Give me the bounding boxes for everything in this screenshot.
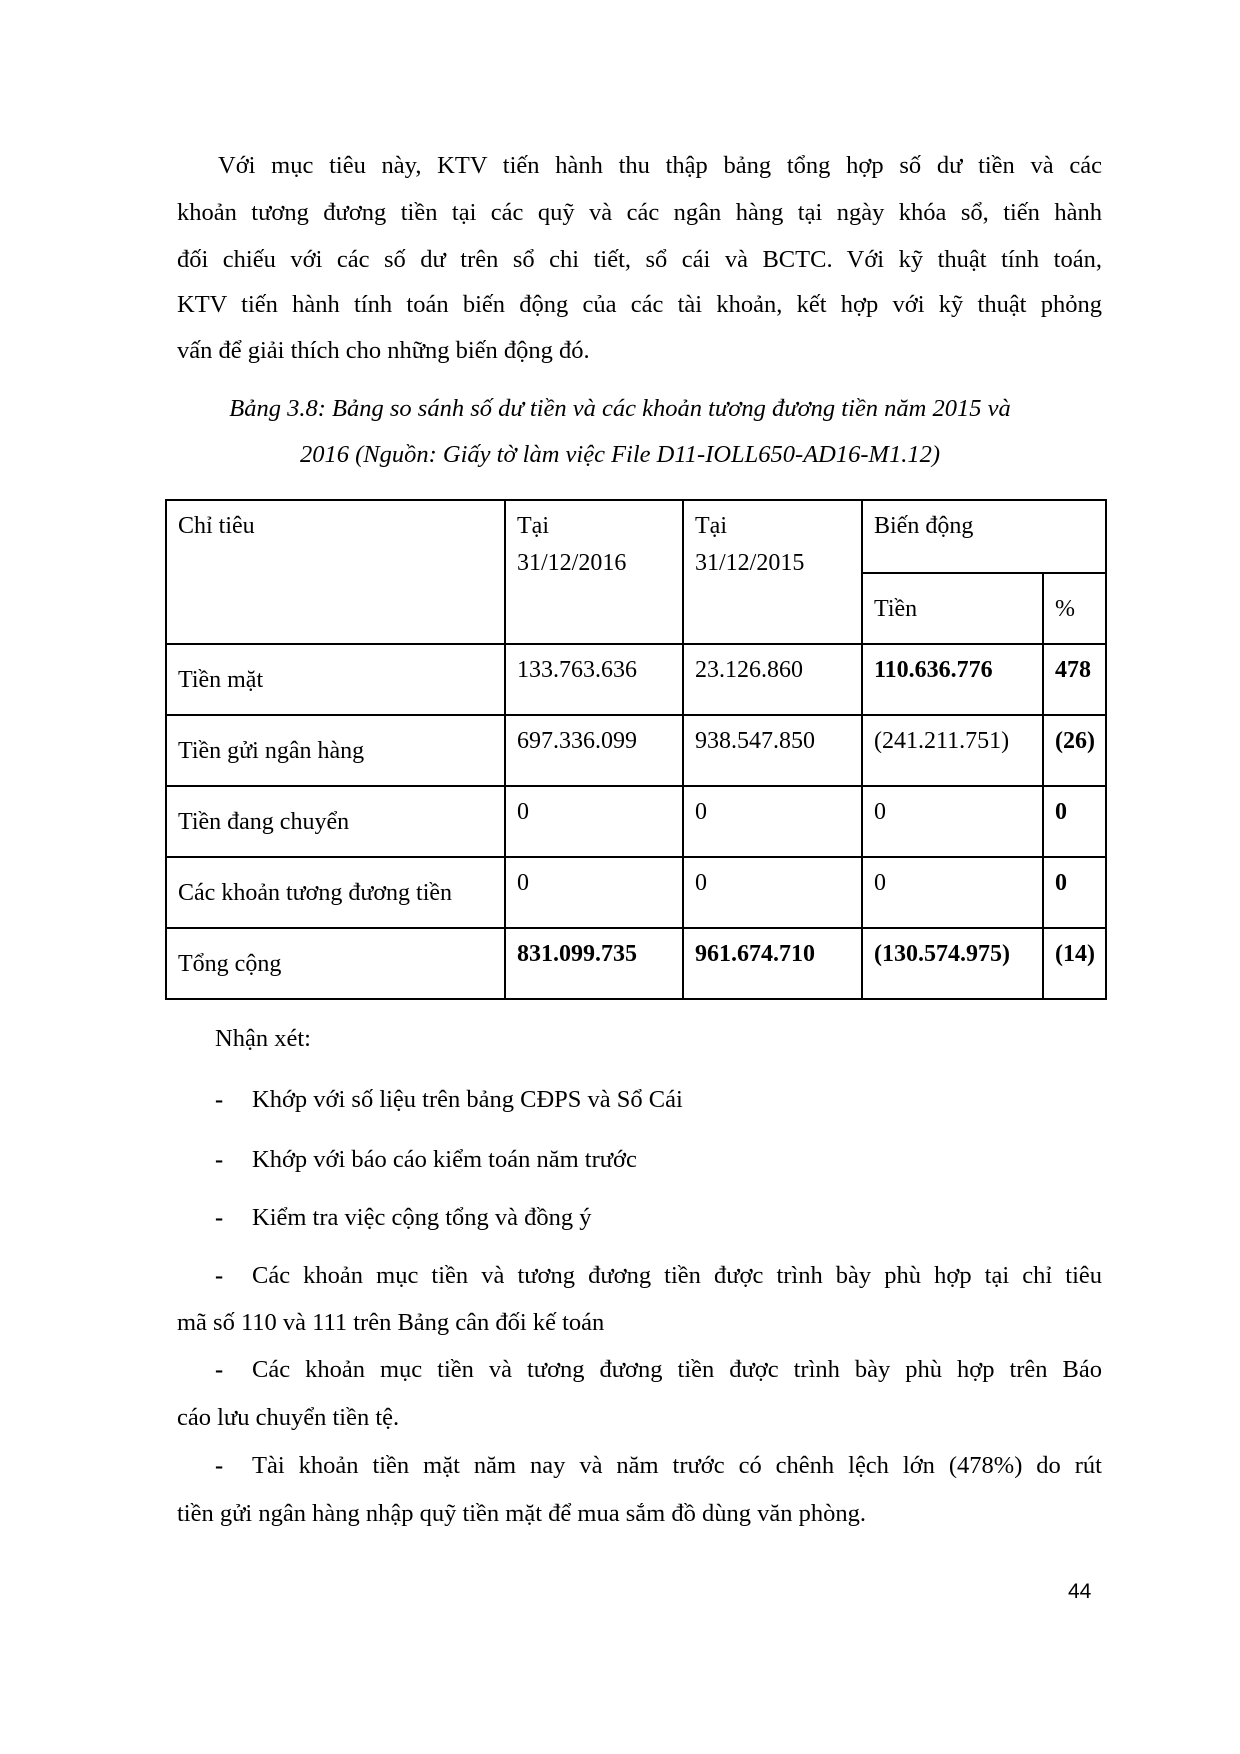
cell-2016: 0 xyxy=(505,786,683,857)
header-2016 xyxy=(505,500,683,644)
list-item-text-continued: mã số 110 và 111 trên Bảng cân đối kế toán xyxy=(177,1309,605,1336)
table-row xyxy=(166,715,1106,786)
remarks-title: Nhận xét: xyxy=(215,1025,311,1052)
list-item-text: Kiểm tra việc cộng tổng và đồng ý xyxy=(252,1204,592,1231)
paragraph-line: đối chiếu với các số dư trên sổ chi tiết, sổ cái và BCTC. Với kỹ thuật tính toán, xyxy=(177,246,1102,273)
list-item-text: Các khoản mục tiền và tương đương tiền được trình bày phù hợp tại chỉ tiêu xyxy=(252,1262,1102,1289)
bullet-dash-icon: - xyxy=(215,1086,224,1113)
header-2016-date: 31/12/2016 xyxy=(517,550,627,576)
cell-2015: 938.547.850 xyxy=(683,715,862,786)
cell-change-percent: 0 xyxy=(1043,857,1106,928)
table-row xyxy=(166,786,1106,857)
table-row xyxy=(166,644,1106,715)
header-2015-date: 31/12/2015 xyxy=(695,550,805,576)
cell-indicator: Tổng cộng xyxy=(166,928,505,999)
header-change-amount: Tiền xyxy=(862,573,1043,644)
table-caption-line-2: 2016 (Nguồn: Giấy tờ làm việc File D11-IOLL650-AD16-M1.12) xyxy=(300,441,940,468)
cell-2016: 0 xyxy=(505,857,683,928)
cell-change-percent: 478 xyxy=(1043,644,1106,715)
cell-change-percent: 0 xyxy=(1043,786,1106,857)
table-total-row xyxy=(166,928,1106,999)
list-item-text: Khớp với báo cáo kiểm toán năm trước xyxy=(252,1146,637,1173)
bullet-dash-icon: - xyxy=(215,1204,224,1231)
paragraph-line: vấn để giải thích cho những biến động đó. xyxy=(177,337,590,364)
header-2016-prefix: Tại xyxy=(517,513,549,539)
cell-2016: 133.763.636 xyxy=(505,644,683,715)
cell-indicator: Tiền đang chuyển xyxy=(166,786,505,857)
header-2015-prefix: Tại xyxy=(695,513,727,539)
cell-indicator: Tiền mặt xyxy=(166,644,505,715)
table-caption-line-1: Bảng 3.8: Bảng so sánh số dư tiền và các khoản tương đương tiền năm 2015 và xyxy=(229,395,1011,422)
cell-change-amount: 0 xyxy=(862,786,1043,857)
page-number: 44 xyxy=(1068,1580,1092,1603)
cell-change-amount: 110.636.776 xyxy=(862,644,1043,715)
cell-2015: 961.674.710 xyxy=(683,928,862,999)
paragraph-line: Với mục tiêu này, KTV tiến hành thu thập bảng tổng hợp số dư tiền và các xyxy=(218,152,1102,179)
list-item-text-continued: tiền gửi ngân hàng nhập quỹ tiền mặt để mua sắm đồ dùng văn phòng. xyxy=(177,1500,866,1527)
table-header-row xyxy=(166,500,1106,573)
cell-2016: 831.099.735 xyxy=(505,928,683,999)
cell-change-amount: (241.211.751) xyxy=(862,715,1043,786)
bullet-dash-icon: - xyxy=(215,1452,224,1479)
header-change: Biến động xyxy=(862,500,1106,573)
cell-change-amount: 0 xyxy=(862,857,1043,928)
header-indicator: Chỉ tiêu xyxy=(166,500,505,644)
list-item-text-continued: cáo lưu chuyển tiền tệ. xyxy=(177,1404,400,1431)
list-item-text: Các khoản mục tiền và tương đương tiền được trình bày phù hợp trên Báo xyxy=(252,1356,1102,1383)
bullet-dash-icon: - xyxy=(215,1146,224,1173)
header-change-percent: % xyxy=(1043,573,1106,644)
cell-change-percent: (26) xyxy=(1043,715,1106,786)
paragraph-line: KTV tiến hành tính toán biến động của các tài khoản, kết hợp với kỹ thuật phỏng xyxy=(177,291,1102,318)
list-item-text: Tài khoản tiền mặt năm nay và năm trước có chênh lệch lớn (478%) do rút xyxy=(252,1452,1102,1479)
cell-change-amount: (130.574.975) xyxy=(862,928,1043,999)
cash-comparison-table xyxy=(165,499,1107,1000)
cell-2015: 0 xyxy=(683,857,862,928)
table-row xyxy=(166,857,1106,928)
cell-indicator: Các khoản tương đương tiền xyxy=(166,857,505,928)
cell-indicator: Tiền gửi ngân hàng xyxy=(166,715,505,786)
cell-2015: 0 xyxy=(683,786,862,857)
bullet-dash-icon: - xyxy=(215,1262,224,1289)
cell-2015: 23.126.860 xyxy=(683,644,862,715)
cell-2016: 697.336.099 xyxy=(505,715,683,786)
paragraph-line: khoản tương đương tiền tại các quỹ và các ngân hàng tại ngày khóa sổ, tiến hành xyxy=(177,199,1102,226)
bullet-dash-icon: - xyxy=(215,1356,224,1383)
list-item-text: Khớp với số liệu trên bảng CĐPS và Sổ Cái xyxy=(252,1086,683,1113)
cell-change-percent: (14) xyxy=(1043,928,1106,999)
header-2015 xyxy=(683,500,862,644)
